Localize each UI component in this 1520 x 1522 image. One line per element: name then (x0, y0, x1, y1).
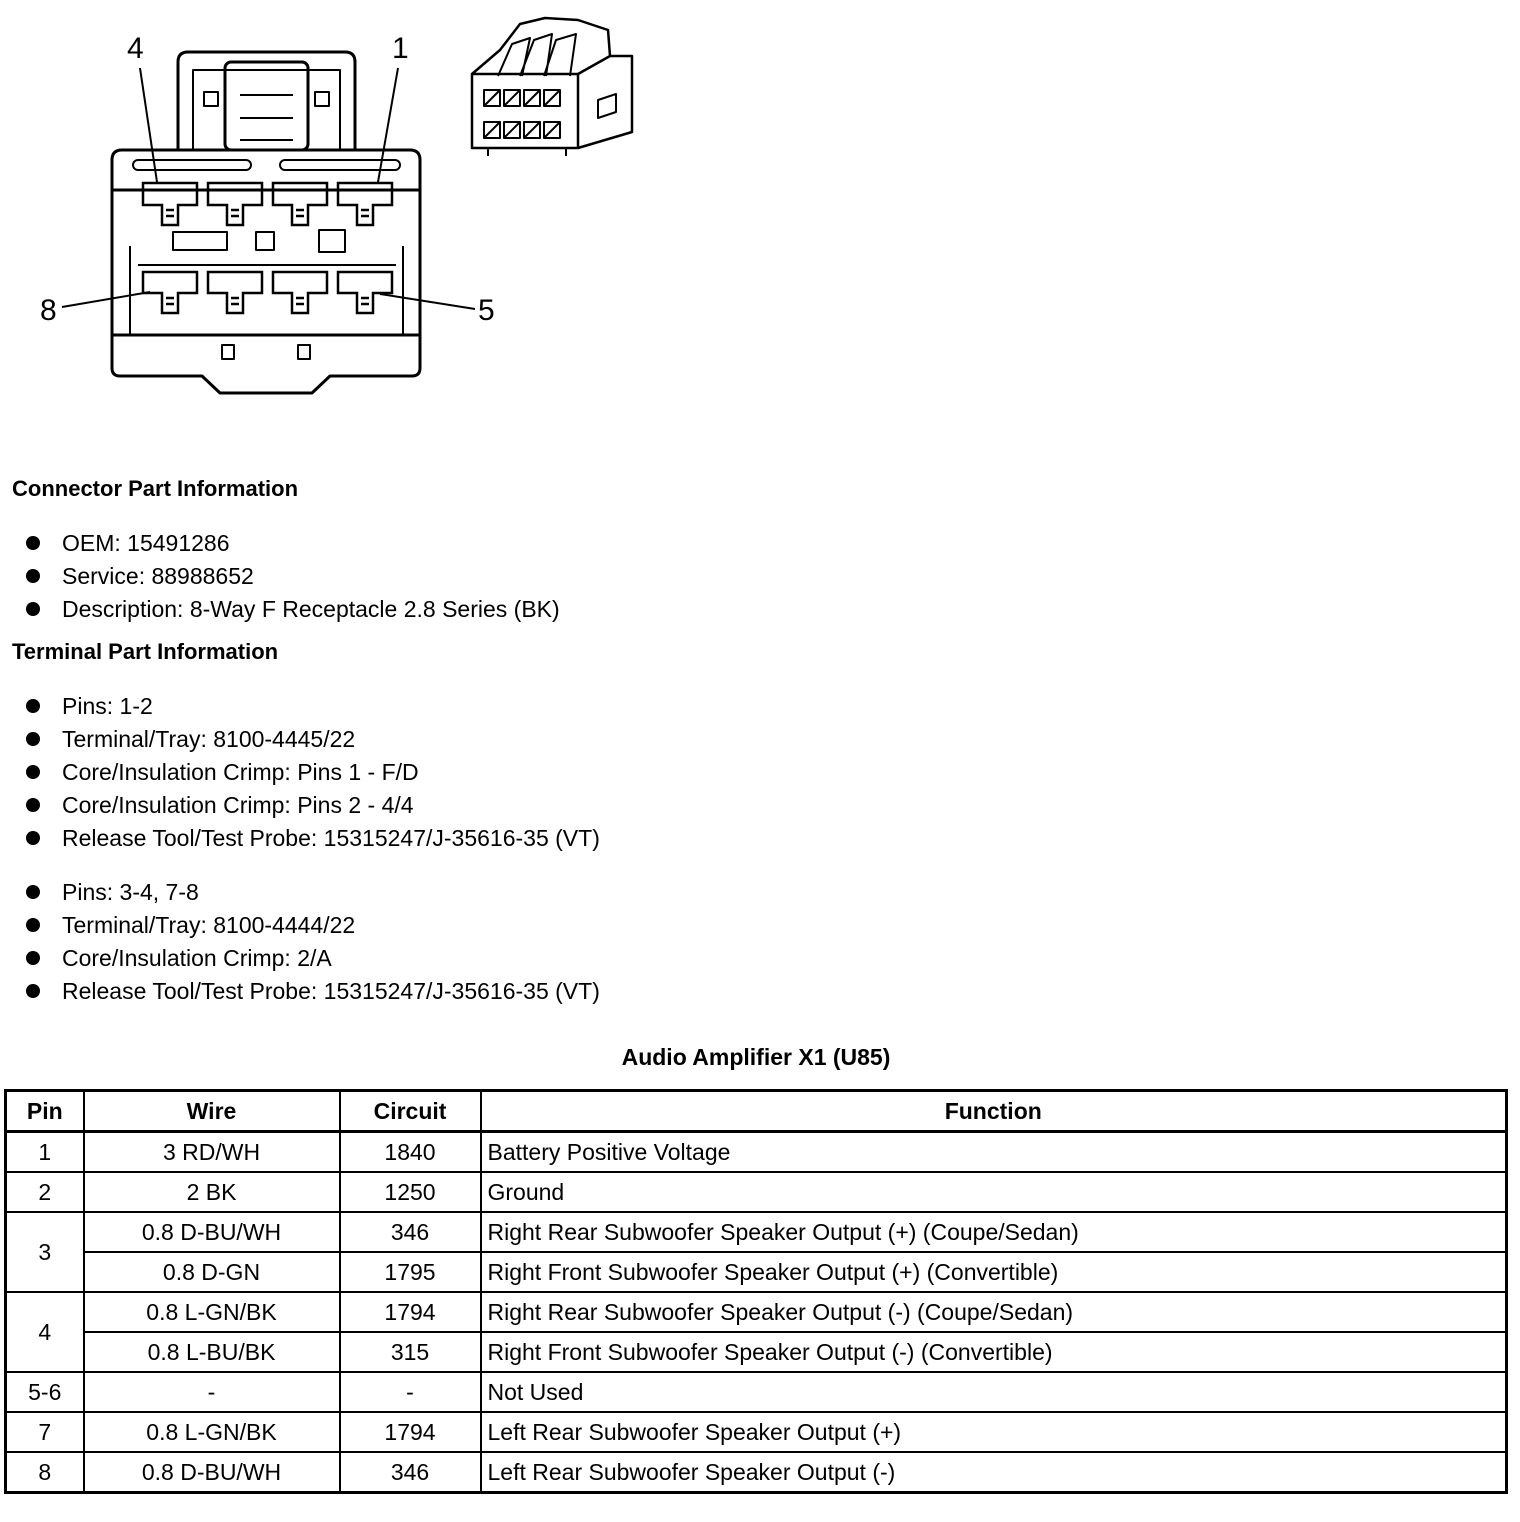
cell-wire: - (84, 1372, 340, 1412)
table-row (6, 1372, 1507, 1412)
cell-circuit: 1250 (340, 1172, 481, 1212)
list-item: Terminal/Tray: 8100-4444/22 (26, 909, 600, 942)
cell-function: Left Rear Subwoofer Speaker Output (+) (481, 1412, 1507, 1452)
list-item: Release Tool/Test Probe: 15315247/J-35616-35 (VT) (26, 975, 600, 1008)
cell-circuit: 346 (340, 1212, 481, 1252)
cell-wire: 0.8 L-GN/BK (84, 1292, 340, 1332)
cell-wire: 0.8 L-BU/BK (84, 1332, 340, 1372)
pin-cavity-6 (273, 272, 327, 313)
cell-circuit: 1794 (340, 1412, 481, 1452)
table-row (6, 1292, 1507, 1332)
terminal-info-group-2 (26, 876, 600, 1008)
pin-cavity-7 (208, 272, 262, 313)
bullet-icon (26, 951, 40, 965)
table-row (6, 1412, 1507, 1452)
table-row (6, 1252, 1507, 1292)
cell-circuit: 315 (340, 1332, 481, 1372)
table-row (6, 1212, 1507, 1252)
cell-circuit: 1795 (340, 1252, 481, 1292)
terminal-info-group-1 (26, 690, 600, 855)
bullet-icon (26, 918, 40, 932)
pin-label-5: 5 (478, 294, 495, 327)
cell-wire: 3 RD/WH (84, 1132, 340, 1173)
cell-pin: 3 (6, 1212, 84, 1292)
bullet-icon (26, 765, 40, 779)
cell-pin: 2 (6, 1172, 84, 1212)
list-item: Service: 88988652 (26, 560, 560, 593)
list-item: Core/Insulation Crimp: Pins 2 - 4/4 (26, 789, 600, 822)
bullet-icon (26, 602, 40, 616)
list-item: Core/Insulation Crimp: 2/A (26, 942, 600, 975)
cell-wire: 0.8 D-GN (84, 1252, 340, 1292)
cell-function: Left Rear Subwoofer Speaker Output (-) (481, 1452, 1507, 1493)
connector-diagram (0, 0, 700, 420)
cell-function: Right Rear Subwoofer Speaker Output (+) (Coupe/Sedan) (481, 1212, 1507, 1252)
leader-line-1 (378, 68, 398, 182)
table-row (6, 1172, 1507, 1212)
cell-wire: 0.8 D-BU/WH (84, 1212, 340, 1252)
table-row (6, 1452, 1507, 1493)
cell-function: Not Used (481, 1372, 1507, 1412)
header-pin: Pin (6, 1091, 84, 1132)
cell-circuit: 1794 (340, 1292, 481, 1332)
list-item: Description: 8-Way F Receptacle 2.8 Series (BK) (26, 593, 560, 626)
pin-cavity-8 (143, 272, 197, 313)
list-item: Terminal/Tray: 8100-4445/22 (26, 723, 600, 756)
pin-label-8: 8 (40, 294, 57, 327)
pin-label-1: 1 (392, 32, 409, 65)
cell-function: Right Front Subwoofer Speaker Output (+) (Convertible) (481, 1252, 1507, 1292)
terminal-info-title: Terminal Part Information (12, 639, 279, 664)
leader-line-4 (140, 68, 157, 182)
cell-pin: 8 (6, 1452, 84, 1493)
bullet-icon (26, 885, 40, 899)
bullet-icon (26, 699, 40, 713)
bullet-icon (26, 569, 40, 583)
table-header-row (6, 1091, 1507, 1132)
cell-function: Ground (481, 1172, 1507, 1212)
pin-label-4: 4 (127, 32, 144, 65)
header-circuit: Circuit (340, 1091, 481, 1132)
bullet-icon (26, 536, 40, 550)
table-row (6, 1332, 1507, 1372)
cell-circuit: 1840 (340, 1132, 481, 1173)
cell-wire: 2 BK (84, 1172, 340, 1212)
cell-pin: 4 (6, 1292, 84, 1372)
cell-circuit: - (340, 1372, 481, 1412)
cell-pin: 7 (6, 1412, 84, 1452)
bullet-icon (26, 831, 40, 845)
header-wire: Wire (84, 1091, 340, 1132)
list-item: Release Tool/Test Probe: 15315247/J-35616-35 (VT) (26, 822, 600, 855)
cell-circuit: 346 (340, 1452, 481, 1493)
list-item: Pins: 1-2 (26, 690, 600, 723)
bullet-icon (26, 984, 40, 998)
leader-line-8 (62, 292, 150, 307)
cell-function: Battery Positive Voltage (481, 1132, 1507, 1173)
leader-line-5 (380, 294, 475, 309)
cell-function: Right Rear Subwoofer Speaker Output (-) (Coupe/Sedan) (481, 1292, 1507, 1332)
list-item: Core/Insulation Crimp: Pins 1 - F/D (26, 756, 600, 789)
cell-wire: 0.8 L-GN/BK (84, 1412, 340, 1452)
connector-latch-tab (225, 62, 308, 150)
table-title: Audio Amplifier X1 (U85) (621, 1044, 891, 1070)
connector-info-title: Connector Part Information (12, 476, 299, 501)
cell-wire: 0.8 D-BU/WH (84, 1452, 340, 1493)
bullet-icon (26, 732, 40, 746)
bullet-icon (26, 798, 40, 812)
cell-pin: 1 (6, 1132, 84, 1173)
cell-function: Right Front Subwoofer Speaker Output (-) (Convertible) (481, 1332, 1507, 1372)
connector-iso-view (472, 18, 632, 156)
connector-info-list (26, 527, 560, 626)
header-function: Function (481, 1091, 1507, 1132)
cell-pin: 5-6 (6, 1372, 84, 1412)
list-item: Pins: 3-4, 7-8 (26, 876, 600, 909)
table-row (6, 1132, 1507, 1173)
pin-cavity-5 (338, 272, 392, 313)
pinout-table (4, 1089, 1508, 1494)
list-item: OEM: 15491286 (26, 527, 560, 560)
